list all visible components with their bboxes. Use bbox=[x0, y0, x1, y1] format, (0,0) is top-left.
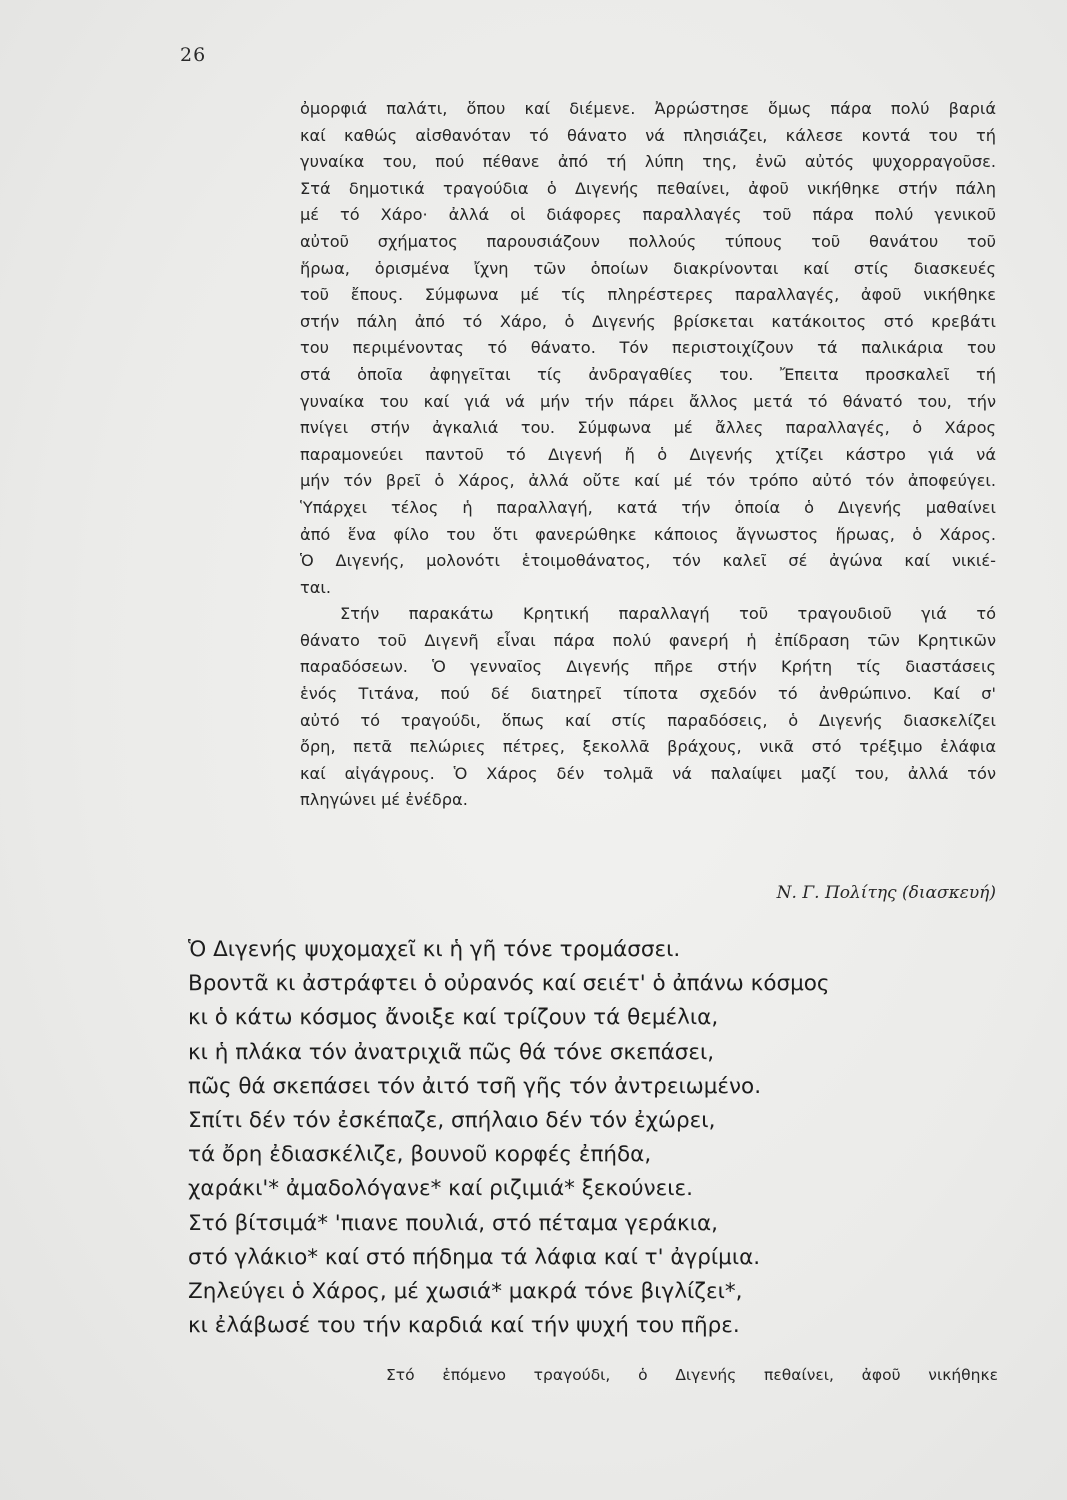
prose-line: στά ὁποῖα ἀφηγεῖται τίς ἀνδραγαθίες του. Ἔπειτα προσκαλεῖ τή bbox=[300, 364, 996, 384]
prose-line: ὄρη, πετᾶ πελώριες πέτρες, ξεκολλᾶ βράχους, νικᾶ στό τρέξιμο ἐλάφια bbox=[300, 737, 996, 757]
poem-verse: τά ὄρη ἐδιασκέλιζε, βουνοῦ κορφές ἐπήδα, bbox=[188, 1142, 652, 1168]
prose-line: του περιμένοντας τό θάνατο. Τόν περιστοιχίζουν τά παλικάρια του bbox=[300, 338, 996, 358]
prose-line: Ὑπάρχει τέλος ἡ παραλλαγή, κατά τήν ὁποία ὁ Διγενής μαθαίνει bbox=[300, 497, 996, 517]
poem-verse: Ζηλεύγει ὁ Χάρος, μέ χωσιά* μακρά τόνε βιγλίζει*, bbox=[188, 1279, 743, 1305]
prose-line: ἑνός Τιτάνα, πού δέ διατηρεῖ τίποτα σχεδόν τό ἀνθρώπινο. Καί σ' bbox=[300, 684, 996, 704]
poem-verse: Ὁ Διγενής ψυχομαχεῖ κι ἡ γῆ τόνε τρομάσσει. bbox=[188, 937, 681, 962]
prose-line: θάνατο τοῦ Διγενῆ εἶναι πάρα πολύ φανερή ἡ ἐπίδραση τῶν Κρητικῶν bbox=[300, 630, 996, 650]
prose-line: παραμονεύει παντοῦ τό Διγενή ἤ ὁ Διγενής χτίζει κάστρο γιά νά bbox=[300, 444, 996, 464]
prose-line: καί καθώς αἰσθανόταν τό θάνατο νά πλησιάζει, κάλεσε κοντά του τή bbox=[300, 125, 996, 145]
prose-line: αὐτοῦ σχήματος παρουσιάζουν πολλούς τύπους τοῦ θανάτου τοῦ bbox=[300, 231, 996, 251]
poem-verse: κι ὁ κάτω κόσμος ἄνοιξε καί τρίζουν τά θεμέλια, bbox=[188, 1005, 719, 1031]
page-number: 26 bbox=[180, 44, 207, 66]
poem-verse: Στό βίτσιμά* 'πιανε πουλιά, στό πέταμα γεράκια, bbox=[188, 1210, 718, 1236]
prose-line: ἥρωα, ὁρισμένα ἴχνη τῶν ὁποίων διακρίνονται καί στίς διασκευές bbox=[300, 258, 996, 278]
prose-line: ται. bbox=[300, 577, 332, 597]
poem-verse: πῶς θά σκεπάσει τόν ἀιτό τσῆ γῆς τόν ἀντρειωμένο. bbox=[188, 1073, 762, 1099]
poem-verse: στό γλάκιο* καί στό πήδημα τά λάφια καί τ' ἀγρίμια. bbox=[188, 1244, 761, 1270]
prose-line: ἀπό ἕνα φίλο του ὅτι φανερώθηκε κάποιος ἄγνωστος ἥρωας, ὁ Χάρος. bbox=[300, 524, 996, 544]
prose-line: μήν τόν βρεῖ ὁ Χάρος, ἀλλά οὔτε καί μέ τόν τρόπο αὐτό τόν ἀποφεύγει. bbox=[300, 471, 996, 491]
attribution: Ν. Γ. Πολίτης (διασκευή) bbox=[776, 883, 996, 903]
poem-verse: χαράκι'* ἀμαδολόγανε* καί ριζιμιά* ξεκούνειε. bbox=[188, 1176, 693, 1202]
prose-body bbox=[300, 96, 996, 814]
prose-line: καί αἰγάγρους. Ὁ Χάρος δέν τολμᾶ νά παλαίψει μαζί του, ἀλλά τόν bbox=[300, 763, 996, 783]
prose-line: Ὁ Διγενής, μολονότι ἑτοιμοθάνατος, τόν καλεῖ σέ ἀγώνα καί νικιέ- bbox=[300, 551, 996, 571]
prose-line: ὀμορφιά παλάτι, ὅπου καί διέμενε. Ἀρρώστησε ὅμως πάρα πολύ βαριά bbox=[300, 99, 996, 118]
prose-line: παραδόσεων. Ὁ γενναῖος Διγενής πῆρε στήν Κρήτη τίς διαστάσεις bbox=[300, 657, 996, 677]
prose-line: Στήν παρακάτω Κρητική παραλλαγή τοῦ τραγουδιοῦ γιά τό bbox=[340, 604, 996, 624]
poem-verse: κι ἡ πλάκα τόν ἀνατριχιᾶ πῶς θά τόνε σκεπάσει, bbox=[188, 1039, 715, 1065]
poem bbox=[188, 933, 1008, 1343]
prose-line: γυναίκα του, πού πέθανε ἀπό τή λύπη της, ἐνῶ αὐτός ψυχορραγοῦσε. bbox=[300, 152, 996, 172]
poem-verse: Βροντᾶ κι ἀστράφτει ὁ οὐρανός καί σειέτ' ὁ ἀπάνω κόσμος bbox=[188, 971, 830, 997]
prose-line: τοῦ ἔπους. Σύμφωνα μέ τίς πληρέστερες παραλλαγές, ἀφοῦ νικήθηκε bbox=[300, 285, 996, 305]
prose-line: Στά δημοτικά τραγούδια ὁ Διγενής πεθαίνει, ἀφοῦ νικήθηκε στήν πάλη bbox=[300, 178, 996, 198]
prose-line: πληγώνει μέ ἐνέδρα. bbox=[300, 790, 468, 810]
prose-line: αὐτό τό τραγούδι, ὅπως καί στίς παραδόσεις, ὁ Διγενής διασκελίζει bbox=[300, 710, 996, 730]
prose-line: μέ τό Χάρο· ἀλλά οἱ διάφορες παραλλαγές τοῦ πάρα πολύ γενικοῦ bbox=[300, 205, 996, 225]
prose-line: πνίγει στήν ἀγκαλιά του. Σύμφωνα μέ ἄλλες παραλλαγές, ὁ Χάρος bbox=[300, 418, 996, 438]
prose-line: γυναίκα του καί γιά νά μήν τήν πάρει ἄλλος μετά τό θάνατό του, τήν bbox=[300, 391, 996, 411]
poem-verse: Σπίτι δέν τόν ἐσκέπαζε, σπήλαιο δέν τόν ἐχώρει, bbox=[188, 1108, 716, 1134]
poem-verse: κι ἐλάβωσέ του τήν καρδιά καί τήν ψυχή του πῆρε. bbox=[188, 1313, 740, 1339]
continuation-line: Στό ἑπόμενο τραγούδι, ὁ Διγενής πεθαίνει, ἀφοῦ νικήθηκε bbox=[386, 1366, 998, 1384]
prose-line: στήν πάλη ἀπό τό Χάρο, ὁ Διγενής βρίσκεται κατάκοιτος στό κρεβάτι bbox=[300, 311, 996, 331]
